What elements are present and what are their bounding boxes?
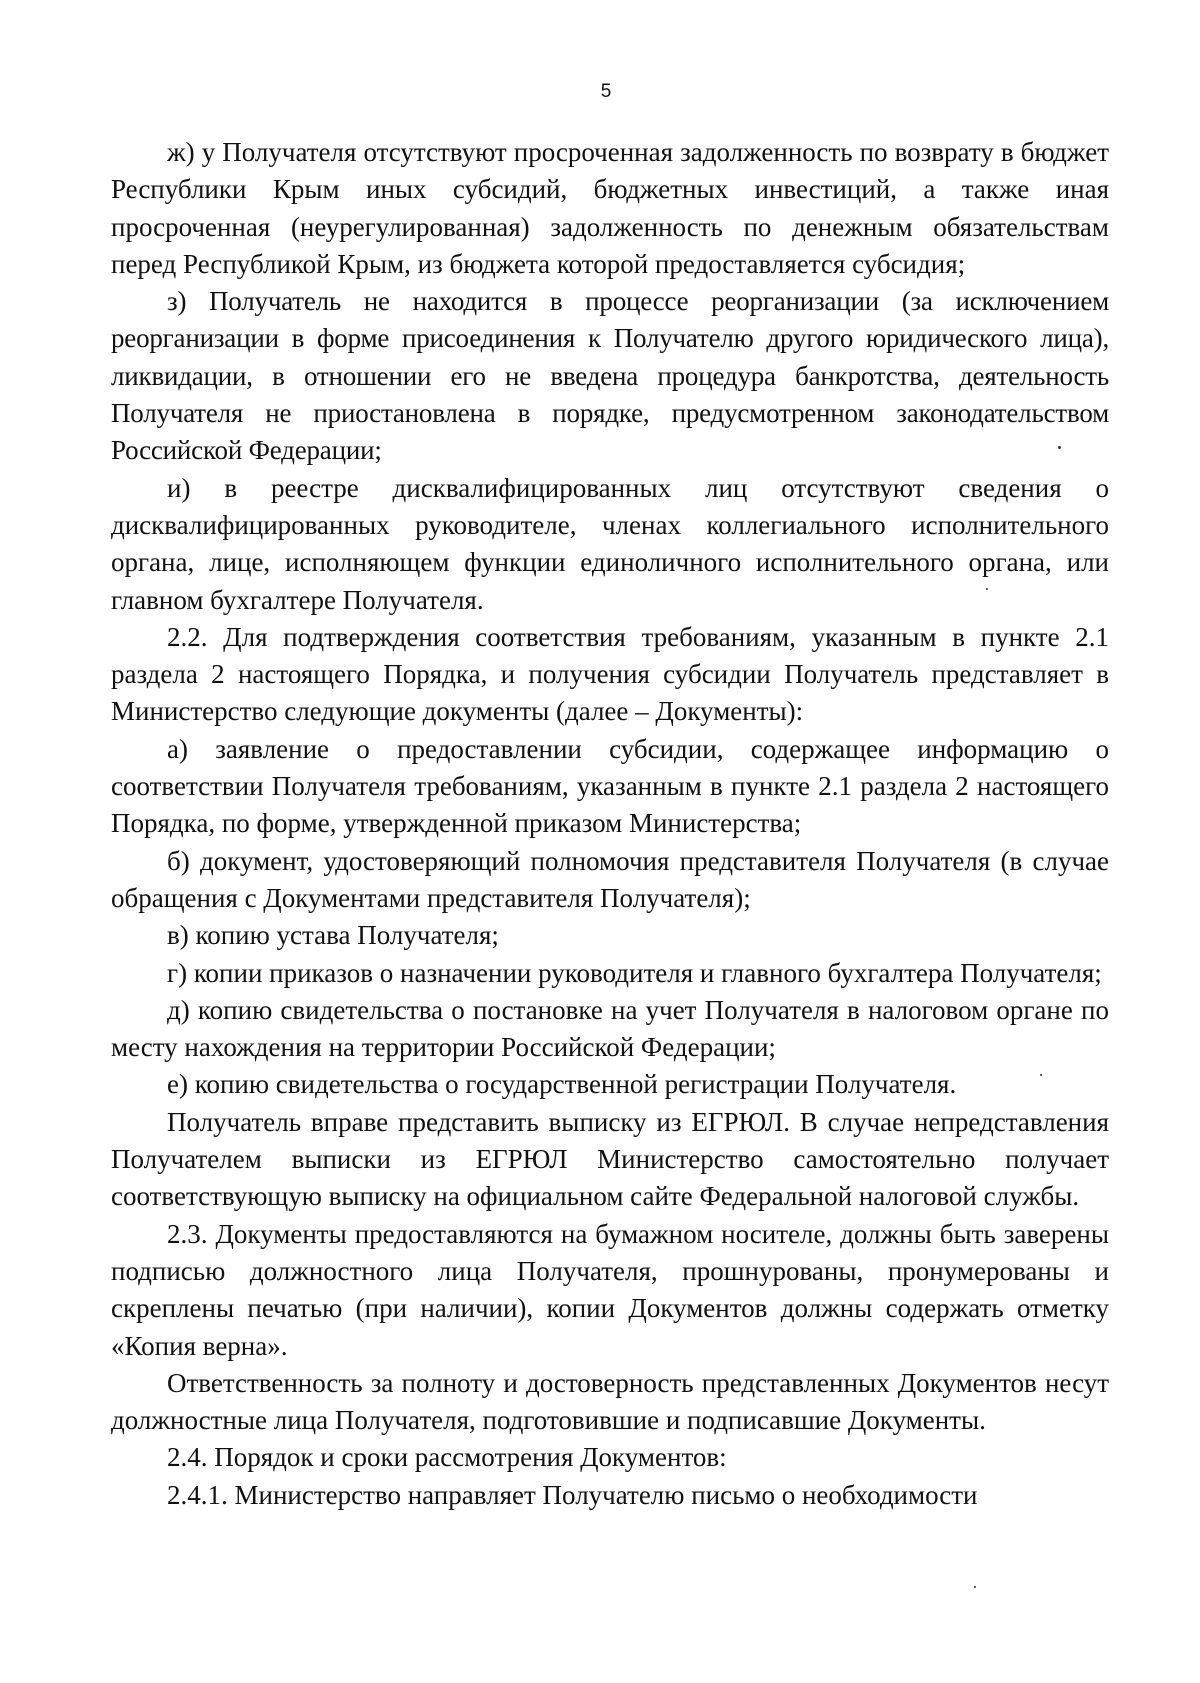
paragraph-responsibility: Ответственность за полноту и достоверность представленных Документов несут должностные лица Получателя, подготовившие и подписавшие Документы. — [111, 1367, 1109, 1436]
paragraph-section-2-2: 2.2. Для подтверждения соответствия требованиям, указанным в пункте 2.1 раздела 2 настоящего Порядка, и получения субсидии Получатель представляет в Министерство следующие документы (далее – Документы): — [111, 621, 1109, 727]
paragraph-section-2-4: 2.4. Порядок и сроки рассмотрения Документов: — [167, 1442, 727, 1473]
scan-speck — [986, 588, 988, 590]
document-body — [111, 134, 1109, 1514]
paragraph-item-b: б) документ, удостоверяющий полномочия представителя Получателя (в случае обращения с Документами представителя Получателя); — [111, 845, 1109, 913]
paragraph-item-i: и) в реестре дисквалифицированных лиц отсутствуют сведения о дисквалифицированных руководителе, членах коллегиального исполнительного органа, лице, исполняющем функции единоличного исполнительного органа, или главном бухгалтере Получателя. — [111, 472, 1109, 615]
paragraph-item-e: е) копию свидетельства о государственной регистрации Получателя. — [167, 1069, 957, 1100]
scan-speck — [974, 1586, 976, 1588]
page-number: 5 — [600, 81, 612, 102]
scan-speck — [1040, 1074, 1042, 1076]
paragraph-egrul: Получатель вправе представить выписку из ЕГРЮЛ. В случае непредставления Получателем выписки из ЕГРЮЛ Министерство самостоятельно получает соответствующую выписку на официальном сайте Федеральной налоговой службы. — [111, 1106, 1109, 1212]
scan-speck — [1058, 446, 1061, 449]
paragraph-item-d: д) копию свидетельства о постановке на учет Получателя в налоговом органе по месту нахождения на территории Российской Федерации; — [111, 994, 1109, 1063]
paragraph-item-v: в) копию устава Получателя; — [167, 920, 499, 951]
paragraph-item-g: г) копии приказов о назначении руководителя и главного бухгалтера Получателя; — [167, 957, 1102, 988]
paragraph-item-a: а) заявление о предоставлении субсидии, содержащее информацию о соответствии Получателя требованиям, указанным в пункте 2.1 раздела 2 настоящего Порядка, по форме, утвержденной приказом Министерства; — [111, 733, 1109, 839]
paragraph-section-2-3: 2.3. Документы предоставляются на бумажном носителе, должны быть заверены подписью должностного лица Получателя, прошнурованы, пронумерованы и скреплены печатью (при наличии), копии Документов должны содержать отметку «Копия верна». — [111, 1218, 1109, 1361]
paragraph-section-2-4-1: 2.4.1. Министерство направляет Получателю письмо о необходимости — [167, 1479, 978, 1510]
paragraph-item-zh: ж) у Получателя отсутствуют просроченная задолженность по возврату в бюджет Республики Крым иных субсидий, бюджетных инвестиций, а также иная просроченная (неурегулированная) задолженность по денежным обязательствам перед Республикой Крым, из бюджета которой предоставляется субсидия; — [111, 137, 1109, 279]
paragraph-item-z: з) Получатель не находится в процессе реорганизации (за исключением реорганизации в форме присоединения к Получателю другого юридического лица), ликвидации, в отношении его не введена процедура банкротства, деятельность Получателя не приостановлена в порядке, предусмотренном законодательством Российской Федерации; — [111, 286, 1109, 466]
